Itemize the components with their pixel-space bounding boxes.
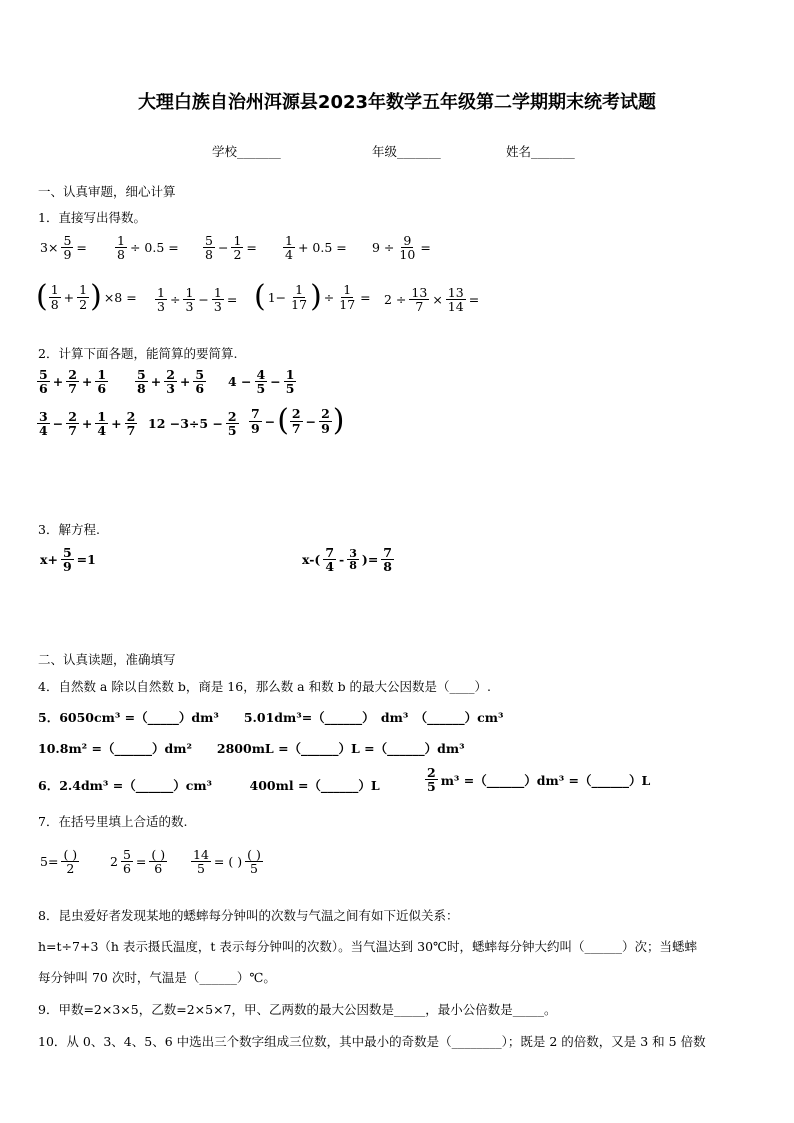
q7-label: 7．在括号里填上合适的数. — [38, 814, 188, 829]
q1-item-5: 9 ÷ $\frac{9}{10}$ = — [372, 233, 431, 263]
q2-expr-4: $\frac{3}{4}$ − $\frac{2}{7}$ + $\frac{1}{4}$ + $\frac{2}{7}$ — [39, 409, 136, 439]
q2-expr-1: $\frac{5}{6}$ + $\frac{2}{7}$ + $\frac{1}{6}$ — [39, 367, 107, 397]
q2-expr-5: 12 −3÷5 − $\frac{2}{5}$ — [148, 409, 237, 439]
q1-item-1: 3× $\frac{5}{9}$ = — [40, 233, 87, 263]
section1-heading: 一、认真审题，细心计算 — [38, 184, 176, 199]
q2-expr-3: 4 − $\frac{4}{5}$ − $\frac{1}{5}$ — [228, 367, 295, 397]
q1-item-2: $\frac{1}{8}$ ÷ 0.5 = — [117, 233, 179, 263]
q5-line-1: 5．6050cm³ =（_____）dm³ 5.01dm³=（______） dm³ （______）cm³ — [38, 710, 504, 725]
q5-line-2: 10.8m² =（______）dm² 2800mL =（______）L =（______）dm³ — [38, 741, 465, 756]
q7-item-3: $\frac{14}{5}$ = ( ) $\frac{( )}{5}$ — [193, 847, 261, 877]
q3-label: 3．解方程. — [38, 522, 100, 537]
q1-item-4: $\frac{1}{4}$ + 0.5 = — [285, 233, 347, 263]
q1-label: 1．直接写出得数。 — [38, 210, 146, 225]
q9-text: 9．甲数=2×3×5，乙数=2×5×7，甲、乙两数的最大公因数是_____，最小公倍数是_____。 — [38, 1002, 557, 1017]
q3-equation-1: x+ $\frac{5}{9}$ =1 — [40, 545, 96, 575]
q6-line-2: $\frac{2}{5}$ m³ =（______）dm³ =（______）L — [427, 765, 651, 795]
q2-expr-6: $\frac{7}{9}$ −( $\frac{2}{7}$ − $\frac{2}{9}$ ) — [251, 403, 345, 438]
q8-line-2: h=t÷7+3（h 表示摄氏温度，t 表示每分钟叫的次数）。当气温达到 30℃时，蟋蟀每分钟大约叫（______）次；当蟋蟀 — [38, 939, 698, 954]
q1-item-7: $\frac{1}{3}$ ÷ $\frac{1}{3}$ − $\frac{1}{3}$ = — [157, 285, 238, 315]
section2-heading: 二、认真读题，准确填写 — [38, 652, 176, 667]
grade-field[interactable]: 年级_______ — [372, 144, 441, 159]
q1-item-9: 2 ÷ $\frac{13}{7}$ × $\frac{13}{14}$ = — [384, 285, 480, 315]
q8-line-1: 8．昆虫爱好者发现某地的蟋蟀每分钟叫的次数与气温之间有如下近似关系： — [38, 908, 459, 923]
q2-expr-2: $\frac{5}{8}$ + $\frac{2}{3}$ + $\frac{5}{6}$ — [137, 367, 205, 397]
q10-text: 10．从 0、3、4、5、6 中选出三个数字组成三位数，其中最小的奇数是（________）；既是 2 的倍数，又是 3 和 5 倍数 — [38, 1034, 706, 1049]
name-field[interactable]: 姓名_______ — [506, 144, 575, 159]
school-field[interactable]: 学校_______ — [212, 144, 281, 159]
q6-line-1: 6．2.4dm³ =（______）cm³ 400ml =（______）L — [38, 778, 380, 793]
q1-item-8: ( 1− $\frac{1}{17}$ ) ÷ $\frac{1}{17}$ = — [254, 279, 371, 314]
q7-item-1: 5= $\frac{( )}{2}$ — [40, 847, 78, 877]
q8-line-3: 每分钟叫 70 次时，气温是（______）℃。 — [38, 970, 276, 985]
q1-item-3: $\frac{5}{8}$ − $\frac{1}{2}$ = — [205, 233, 257, 263]
q2-label: 2．计算下面各题，能简算的要简算. — [38, 346, 238, 361]
q1-item-6: ( $\frac{1}{8}$ + $\frac{1}{2}$ ) ×8 = — [36, 279, 137, 314]
q3-equation-2: x-( $\frac{7}{4}$ - $\frac{3}{8}$ )= $\frac{7}{8}$ — [302, 545, 392, 575]
q4-text: 4．自然数 a 除以自然数 b，商是 16，那么数 a 和数 b 的最大公因数是（____）. — [38, 679, 492, 694]
q7-item-2: 2 $\frac{5}{6}$ = $\frac{( )}{6}$ — [110, 847, 166, 877]
page-title: 大理白族自治州洱源县2023年数学五年级第二学期期末统考试题 — [137, 92, 657, 113]
